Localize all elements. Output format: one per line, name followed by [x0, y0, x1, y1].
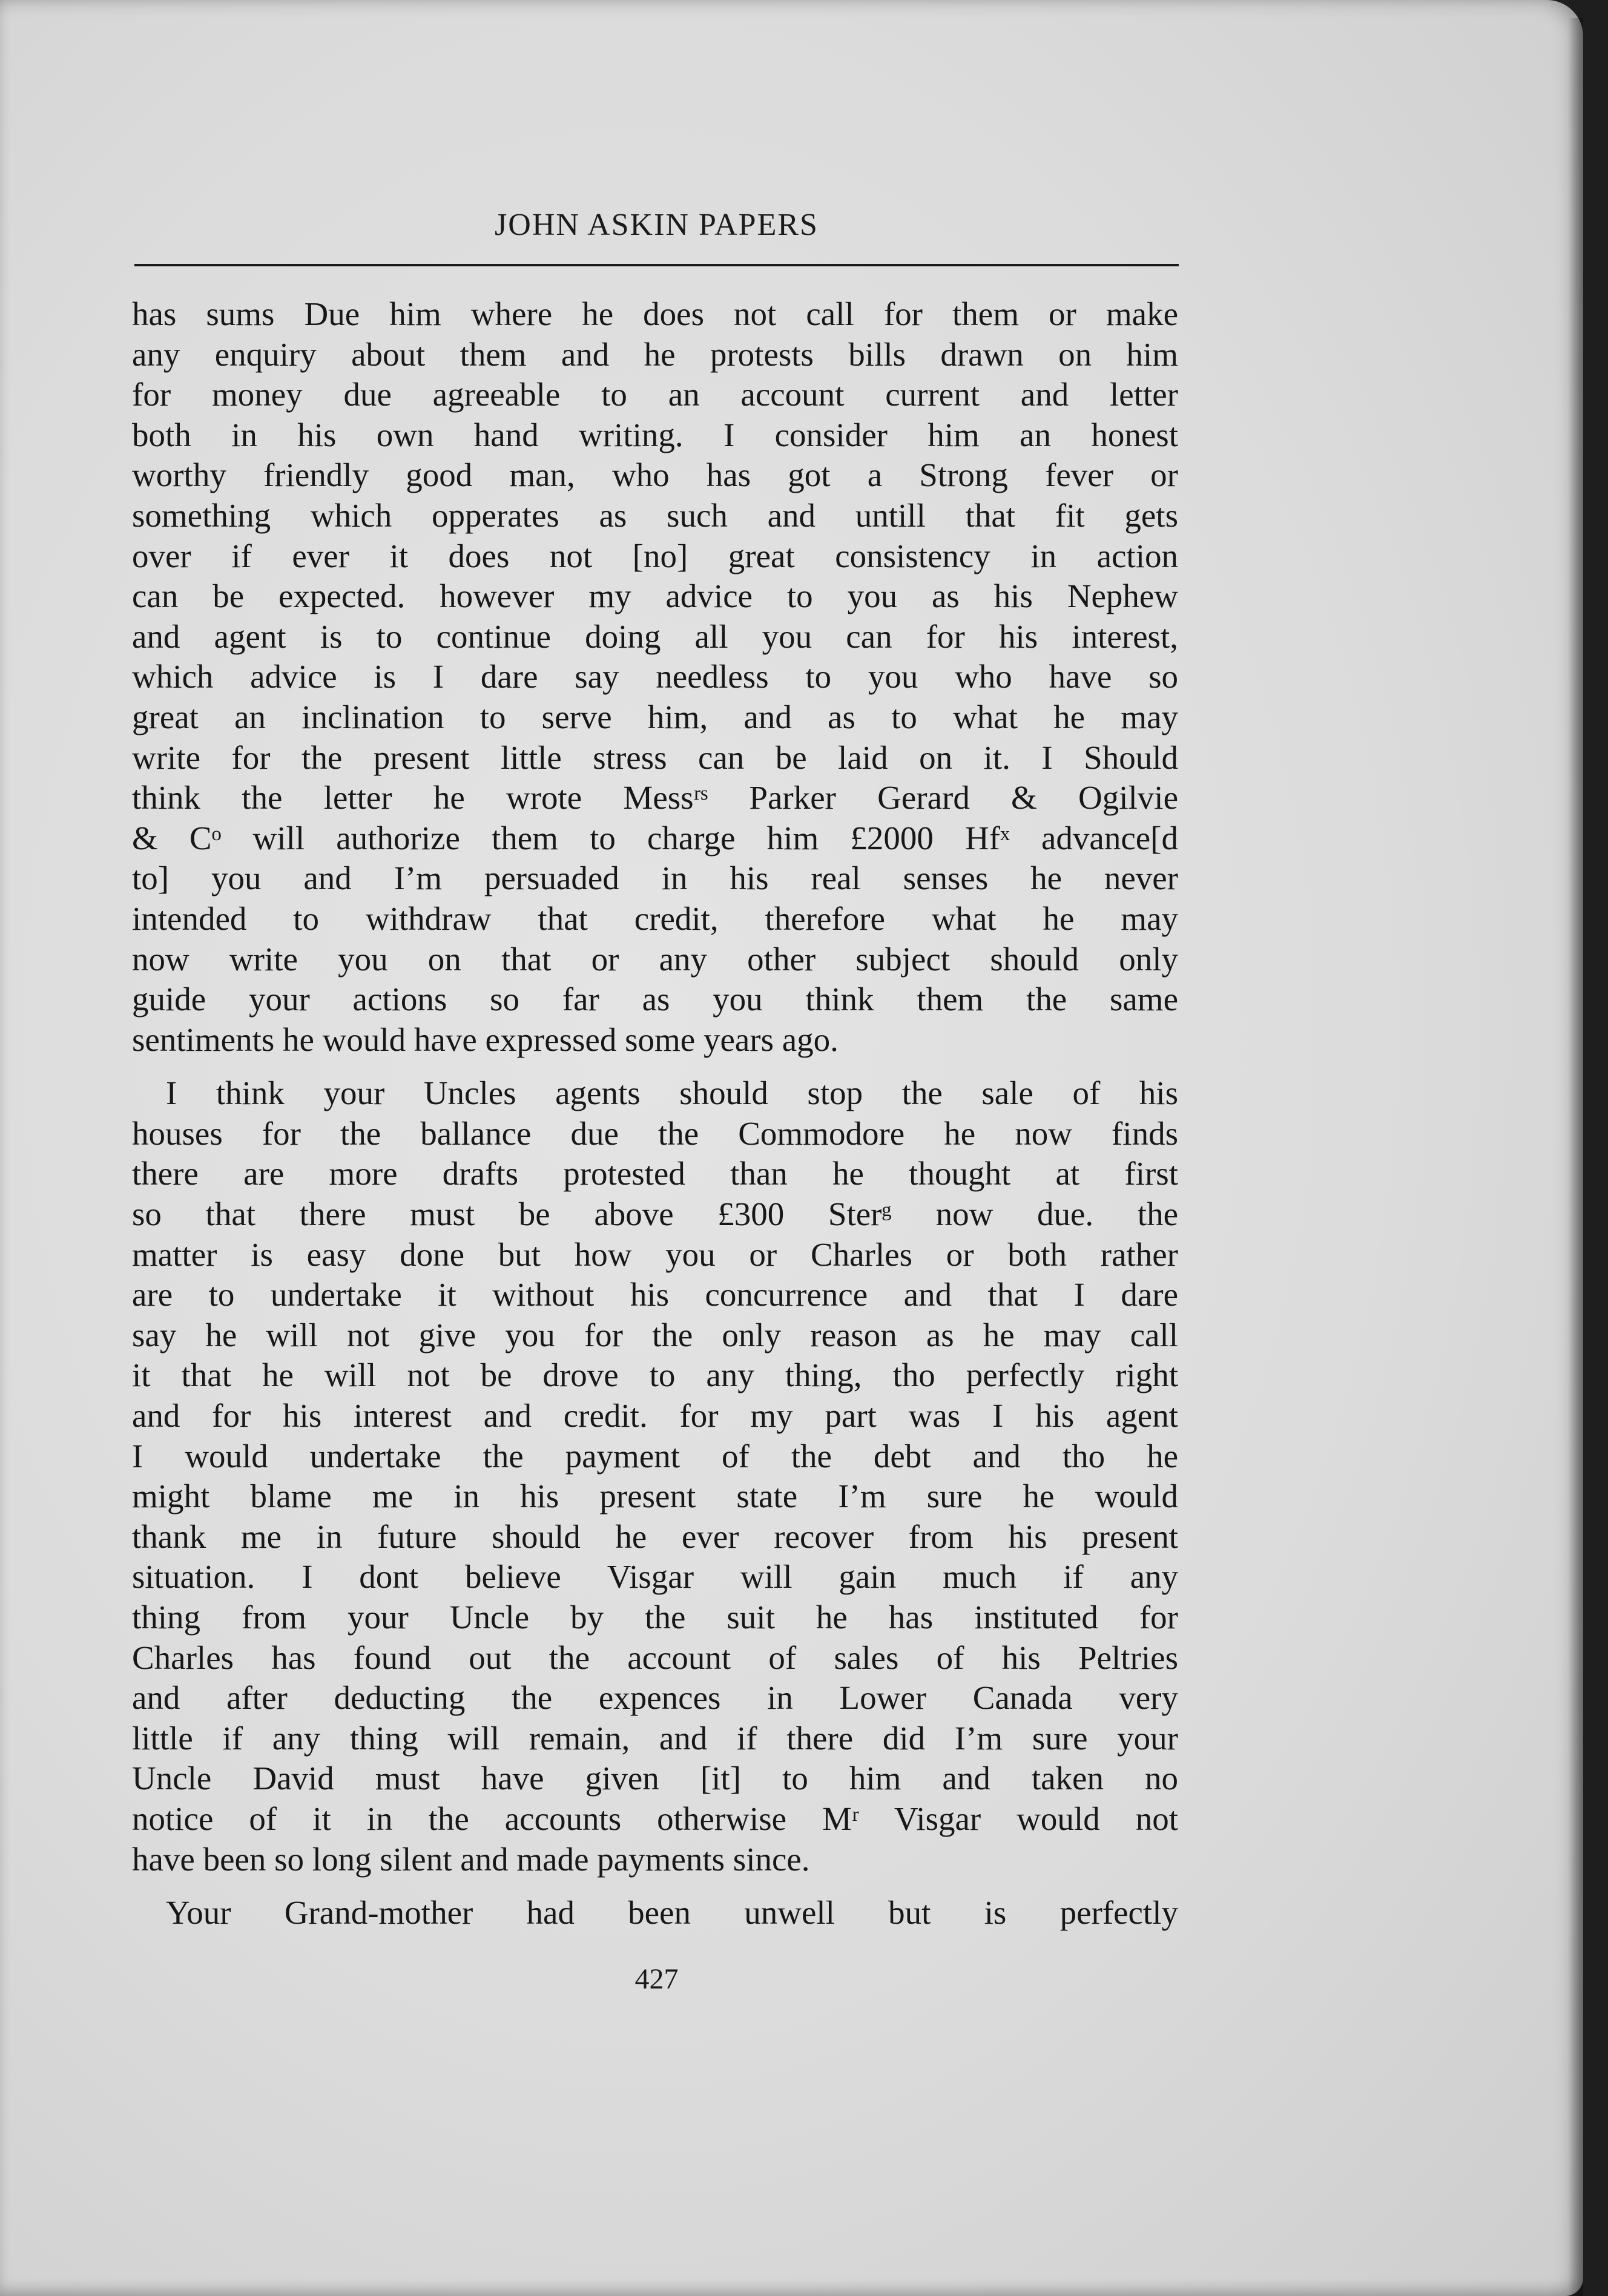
- text-line: have been so long silent and made payments since.: [132, 1840, 810, 1878]
- text-line: are to undertake it without his concurrence and that I dare: [132, 1276, 1178, 1314]
- text-line: over if ever it does not [no] great consistency in action: [132, 537, 1178, 574]
- text-line: and for his interest and credit. for my part was I his agent: [132, 1397, 1178, 1435]
- running-head: JOHN ASKIN PAPERS: [495, 208, 819, 242]
- text-line: sentiments he would have expressed some years ago.: [132, 1021, 839, 1058]
- text-line: so that there must be above £300 Sterᵍ now due. the: [132, 1196, 1178, 1233]
- text-line: notice of it in the accounts otherwise Mʳ Visgar would not: [132, 1800, 1178, 1837]
- header-rule: [134, 264, 1179, 266]
- paragraph-2: [132, 1073, 1178, 1880]
- text-line: there are more drafts protested than he thought at first: [132, 1155, 1178, 1192]
- text-line: intended to withdraw that credit, therefore what he may: [132, 900, 1178, 937]
- text-line: can be expected. however my advice to you as his Nephew: [132, 577, 1178, 615]
- page-number: 427: [634, 1963, 679, 1995]
- text-line: any enquiry about them and he protests bills drawn on him: [132, 335, 1178, 373]
- text-line: I would undertake the payment of the debt and tho he: [132, 1437, 1178, 1475]
- text-line: thank me in future should he ever recover from his present: [132, 1518, 1178, 1555]
- text-line: now write you on that or any other subject should only: [132, 940, 1178, 978]
- paragraph-3: [132, 1893, 1178, 1933]
- text-line: it that he will not be drove to any thing, tho perfectly right: [132, 1357, 1178, 1394]
- text-line: and agent is to continue doing all you can for his interest,: [132, 617, 1178, 655]
- paragraph-1: [132, 294, 1178, 1060]
- text-line: which advice is I dare say needless to you who have so: [132, 658, 1178, 696]
- text-line: guide your actions so far as you think them the same: [132, 981, 1178, 1018]
- text-line: something which opperates as such and untill that fit gets: [132, 496, 1178, 534]
- text-line: little if any thing will remain, and if there did I’m sure your: [132, 1719, 1178, 1757]
- body-text: [132, 294, 1178, 1933]
- text-line: write for the present little stress can be laid on it. I Should: [132, 738, 1178, 776]
- text-line: situation. I dont believe Visgar will gain much if any: [132, 1558, 1178, 1596]
- text-line: Charles has found out the account of sales of his Peltries: [132, 1639, 1178, 1676]
- text-line: for money due agreeable to an account current and letter: [132, 376, 1178, 413]
- text-line: houses for the ballance due the Commodore he now finds: [132, 1114, 1178, 1152]
- page-edge-shadow: [1568, 18, 1583, 2296]
- text-line: worthy friendly good man, who has got a Strong fever or: [132, 456, 1178, 494]
- paragraph-gap: [132, 1880, 1178, 1893]
- text-line: might blame me in his present state I’m sure he would: [132, 1478, 1178, 1515]
- text-line: think the letter he wrote Messʳˢ Parker Gerard & Ogilvie: [132, 779, 1178, 817]
- text-line: Uncle David must have given [it] to him and taken no: [132, 1760, 1178, 1797]
- text-line: say he will not give you for the only reason as he may call: [132, 1316, 1178, 1354]
- text-line: Your Grand-mother had been unwell but is perfectly: [166, 1894, 1178, 1932]
- text-line: matter is easy done but how you or Charles or both rather: [132, 1235, 1178, 1273]
- text-line: has sums Due him where he does not call for them or make: [132, 295, 1178, 332]
- text-line: I think your Uncles agents should stop the sale of his: [166, 1074, 1178, 1112]
- text-line: both in his own hand writing. I consider him an honest: [132, 416, 1178, 453]
- paragraph-gap: [132, 1060, 1178, 1073]
- text-line: thing from your Uncle by the suit he has instituted for: [132, 1599, 1178, 1636]
- text-line: & Cᵒ will authorize them to charge him £2000 Hfˣ advance[d: [132, 819, 1178, 857]
- text-line: great an inclination to serve him, and as to what he may: [132, 698, 1178, 735]
- text-line: and after deducting the expences in Lower Canada very: [132, 1679, 1178, 1717]
- text-line: to] you and I’m persuaded in his real senses he never: [132, 860, 1178, 897]
